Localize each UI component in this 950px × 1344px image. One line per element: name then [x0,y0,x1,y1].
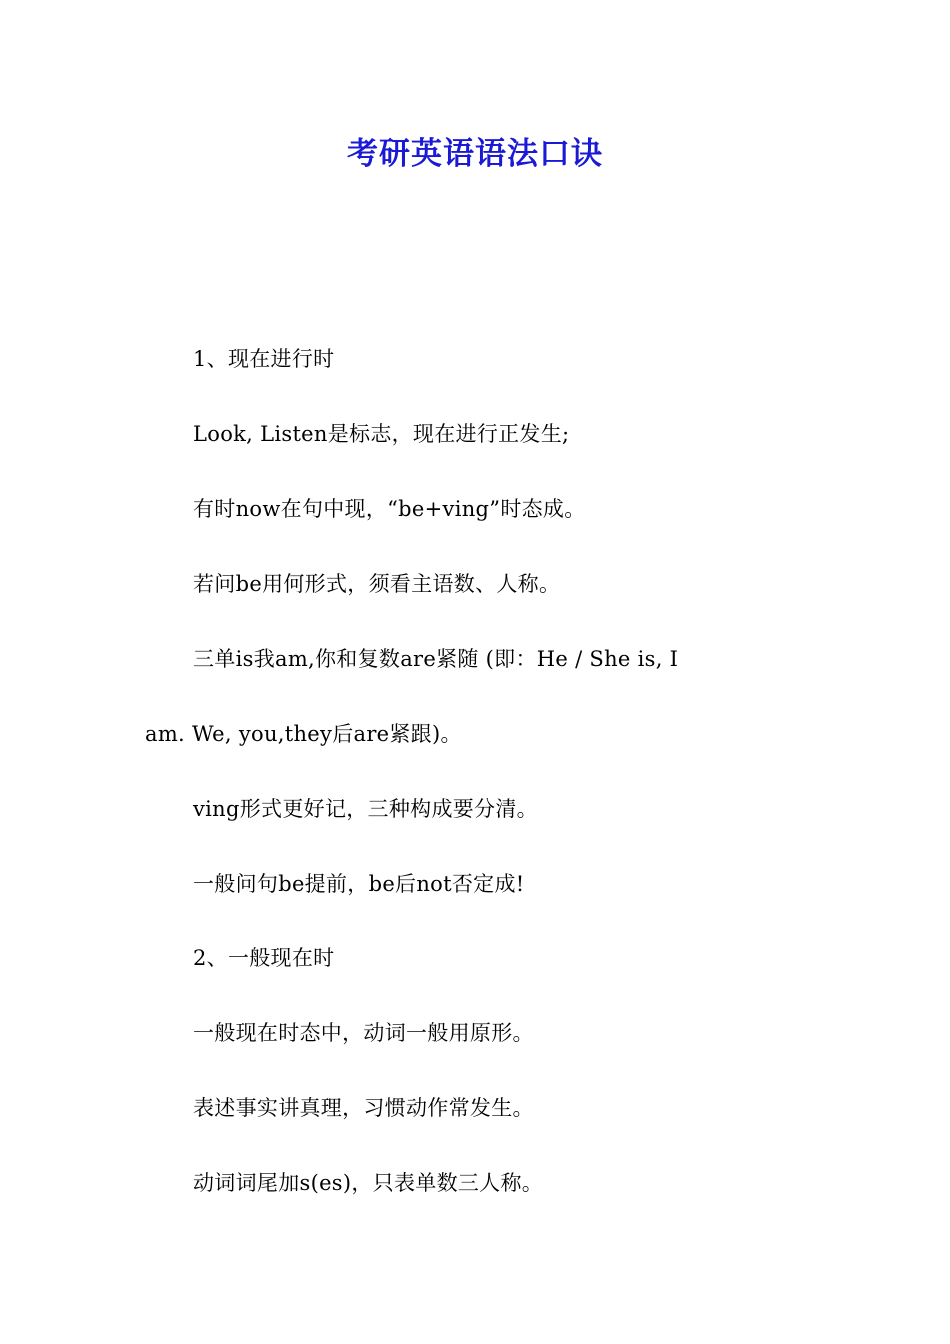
paragraph-line: 三单is我am,你和复数are紧随 (即：He / She is, I [193,647,679,671]
paragraph-line: 表述事实讲真理，习惯动作常发生。 [193,1096,534,1120]
section-heading-present-continuous: 1、现在进行时 [193,347,335,371]
document-title: 考研英语语法口诀 [347,136,603,172]
paragraph-line-continuation: am. We, you,they后are紧跟)。 [145,722,462,746]
section-heading-simple-present: 2、一般现在时 [193,946,335,970]
paragraph-line: 一般现在时态中，动词一般用原形。 [193,1021,534,1045]
paragraph-line: Look, Listen是标志，现在进行正发生; [193,422,570,446]
paragraph-line: 动词词尾加s(es)，只表单数三人称。 [193,1171,544,1195]
paragraph-line: 一般问句be提前，be后not否定成! [193,872,525,896]
paragraph-line: ving形式更好记，三种构成要分清。 [193,797,538,821]
paragraph-line: 若问be用何形式，须看主语数、人称。 [193,572,561,596]
paragraph-line: 有时now在句中现，“be+ving”时态成。 [193,497,586,521]
